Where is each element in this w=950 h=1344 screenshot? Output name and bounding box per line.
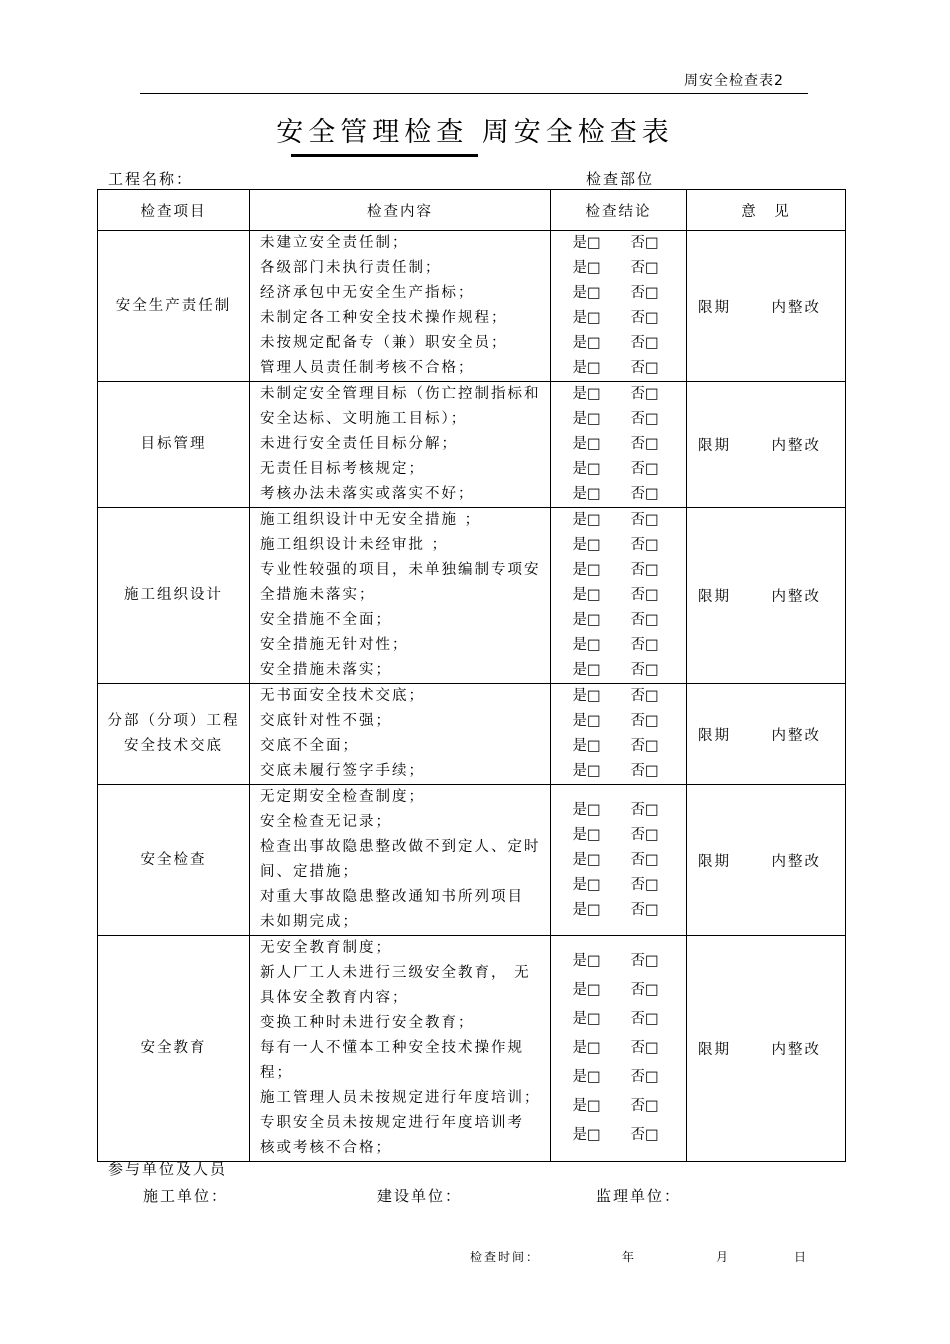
date-day: 日 (794, 1250, 809, 1264)
check-item-text: 安全检查 (140, 851, 207, 868)
check-content (250, 382, 551, 508)
check-result (551, 508, 687, 684)
check-content-line: 安全达标、文明施工目标）； (260, 411, 468, 427)
yes-checkbox[interactable]: 是□ (572, 285, 601, 301)
no-checkbox[interactable]: 否□ (630, 360, 659, 376)
check-content-line: 每有一人不懂本工种安全技术操作规 (260, 1040, 524, 1056)
no-checkbox[interactable]: 否□ (630, 512, 659, 528)
yes-checkbox[interactable]: 是□ (572, 1098, 601, 1114)
check-content-line: 无书面安全技术交底； (260, 688, 425, 704)
check-item-text: 目标管理 (140, 436, 207, 452)
no-checkbox[interactable]: 否□ (630, 637, 659, 653)
check-content (250, 785, 551, 936)
inspection-table (97, 189, 846, 1162)
no-checkbox[interactable]: 否□ (630, 851, 659, 868)
check-content-line: 无责任目标考核规定； (260, 461, 425, 477)
yes-checkbox[interactable]: 是□ (572, 411, 601, 427)
yes-checkbox[interactable]: 是□ (572, 486, 601, 502)
no-checkbox[interactable]: 否□ (630, 801, 659, 818)
check-item-text: 安全教育 (140, 1040, 207, 1056)
table-row (98, 508, 846, 684)
yes-checkbox[interactable]: 是□ (572, 876, 601, 893)
yes-no-line (551, 281, 686, 306)
check-content-line: 各级部门未执行责任制； (260, 260, 442, 276)
yes-no-line (551, 976, 686, 1005)
no-checkbox[interactable]: 否□ (630, 1127, 659, 1143)
no-checkbox[interactable]: 否□ (630, 436, 659, 452)
check-content-line: 未制定安全管理目标（伤亡控制指标和 (260, 386, 541, 402)
inspection-date-label: 检查时间： (470, 1250, 541, 1264)
yes-checkbox[interactable]: 是□ (572, 637, 601, 653)
yes-no-line (551, 873, 686, 898)
no-checkbox[interactable]: 否□ (630, 713, 659, 729)
yes-no-line (551, 658, 686, 683)
check-content-line: 核或考核不合格； (260, 1140, 392, 1156)
rectify-label: 内整改 (771, 299, 821, 316)
no-checkbox[interactable]: 否□ (630, 562, 659, 578)
yes-checkbox[interactable]: 是□ (572, 512, 601, 528)
check-content-line: 未如期完成； (260, 914, 359, 930)
yes-checkbox[interactable]: 是□ (572, 713, 601, 729)
yes-no-line (551, 734, 686, 759)
no-checkbox[interactable]: 否□ (630, 901, 659, 918)
deadline-label: 限期 (698, 727, 731, 744)
check-item (98, 382, 250, 508)
rectify-label: 内整改 (771, 853, 821, 870)
rectify-label: 内整改 (771, 438, 821, 454)
check-content-line: 变换工种时未进行安全教育； (260, 1015, 475, 1031)
table-row (98, 684, 846, 785)
yes-checkbox[interactable]: 是□ (572, 436, 601, 452)
check-item (98, 231, 250, 382)
check-content-line: 新人厂工人未进行三级安全教育， 无 (260, 965, 531, 981)
deadline-label: 限期 (698, 853, 731, 870)
header-rule (140, 93, 808, 94)
yes-no-line (551, 608, 686, 633)
yes-checkbox[interactable]: 是□ (572, 335, 601, 351)
check-content-line: 无定期安全检查制度； (260, 789, 425, 805)
check-content-line: 管理人员责任制考核不合格； (260, 360, 475, 376)
no-checkbox[interactable]: 否□ (630, 688, 659, 704)
no-checkbox[interactable]: 否□ (630, 260, 659, 276)
check-item-text: 分部（分项）工程 (107, 713, 240, 729)
no-checkbox[interactable]: 否□ (630, 982, 659, 998)
no-checkbox[interactable]: 否□ (630, 1011, 659, 1027)
no-checkbox[interactable]: 否□ (630, 486, 659, 502)
no-checkbox[interactable]: 否□ (630, 826, 659, 843)
opinion (687, 785, 846, 936)
no-checkbox[interactable]: 否□ (630, 335, 659, 351)
yes-no-line (551, 331, 686, 356)
yes-checkbox[interactable]: 是□ (572, 826, 601, 843)
no-checkbox[interactable]: 否□ (630, 285, 659, 301)
no-checkbox[interactable]: 否□ (630, 235, 659, 251)
yes-no-line (551, 231, 686, 256)
check-content-line: 交底不全面； (260, 738, 359, 754)
header-content: 检查内容 (250, 190, 551, 231)
date-year: 年 (622, 1250, 637, 1264)
check-content-line: 检查出事故隐患整改做不到定人、定时 (260, 839, 541, 855)
table-row (98, 382, 846, 508)
table-row (98, 231, 846, 382)
participants-label: 参与单位及人员 (108, 1160, 228, 1178)
no-checkbox[interactable]: 否□ (630, 876, 659, 893)
supervisor-unit-label: 监理单位： (596, 1187, 682, 1205)
opinion (687, 936, 846, 1162)
date-month: 月 (716, 1250, 731, 1264)
yes-no-line (551, 1063, 686, 1092)
check-item (98, 936, 250, 1162)
check-content-line: 安全措施无针对性； (260, 637, 409, 653)
yes-checkbox[interactable]: 是□ (572, 801, 601, 818)
rectify-label: 内整改 (771, 727, 821, 744)
yes-checkbox[interactable]: 是□ (572, 1040, 601, 1056)
check-content (250, 231, 551, 382)
deadline-label: 限期 (698, 589, 731, 605)
table-body (98, 231, 846, 1162)
deadline-label: 限期 (698, 1042, 731, 1058)
check-content-line: 安全措施不全面； (260, 612, 392, 628)
check-content-line: 未制定各工种安全技术操作规程； (260, 310, 508, 326)
no-checkbox[interactable]: 否□ (630, 953, 659, 969)
no-checkbox[interactable]: 否□ (630, 461, 659, 477)
inspection-location-label: 检查部位 (586, 170, 655, 188)
opinion-text (687, 585, 845, 606)
yes-no-line (551, 633, 686, 658)
header-opinion: 意 见 (687, 190, 846, 231)
yes-no-line (551, 583, 686, 608)
yes-no-line (551, 684, 686, 709)
no-checkbox[interactable]: 否□ (630, 537, 659, 553)
no-checkbox[interactable]: 否□ (630, 411, 659, 427)
no-checkbox[interactable]: 否□ (630, 386, 659, 402)
yes-checkbox[interactable]: 是□ (572, 260, 601, 276)
no-checkbox[interactable]: 否□ (630, 763, 659, 779)
check-content-line: 程； (260, 1065, 293, 1081)
construction-unit-label: 施工单位： (143, 1187, 229, 1205)
check-content-line: 安全措施未落实； (260, 662, 392, 678)
yes-checkbox[interactable]: 是□ (572, 461, 601, 477)
opinion-text (687, 724, 845, 745)
opinion (687, 382, 846, 508)
yes-checkbox[interactable]: 是□ (572, 982, 601, 998)
check-content-line: 具体安全教育内容； (260, 990, 409, 1006)
yes-checkbox[interactable]: 是□ (572, 562, 601, 578)
yes-no-line (551, 457, 686, 482)
table-row (98, 785, 846, 936)
yes-no-line (551, 1121, 686, 1150)
check-result (551, 936, 687, 1162)
yes-checkbox[interactable]: 是□ (572, 386, 601, 402)
yes-no-line (551, 306, 686, 331)
check-content-line: 间、定措施； (260, 864, 359, 880)
yes-checkbox[interactable]: 是□ (572, 662, 601, 678)
no-checkbox[interactable]: 否□ (630, 587, 659, 603)
yes-checkbox[interactable]: 是□ (572, 901, 601, 918)
yes-no-line (551, 709, 686, 734)
check-content-line: 施工管理人员未按规定进行年度培训； (260, 1090, 541, 1106)
yes-checkbox[interactable]: 是□ (572, 1011, 601, 1027)
no-checkbox[interactable]: 否□ (630, 310, 659, 326)
yes-no-line (551, 407, 686, 432)
yes-no-line (551, 1005, 686, 1034)
form-code: 周安全检查表2 (684, 73, 784, 89)
check-item-text: 安全生产责任制 (115, 297, 232, 314)
check-content-line: 对重大事故隐患整改通知书所列项目 (260, 889, 524, 905)
yes-checkbox[interactable]: 是□ (572, 360, 601, 376)
opinion (687, 684, 846, 785)
check-result (551, 231, 687, 382)
check-content-line: 考核办法未落实或落实不好； (260, 486, 475, 502)
yes-no-line (551, 356, 686, 381)
rectify-label: 内整改 (771, 1042, 821, 1058)
check-content (250, 936, 551, 1162)
check-content (250, 684, 551, 785)
check-content-line: 未建立安全责任制； (260, 235, 409, 251)
opinion-text (687, 434, 845, 455)
yes-no-line (551, 508, 686, 533)
opinion-text (687, 850, 845, 871)
yes-no-line (551, 533, 686, 558)
yes-checkbox[interactable]: 是□ (572, 537, 601, 553)
yes-checkbox[interactable]: 是□ (572, 587, 601, 603)
yes-checkbox[interactable]: 是□ (572, 235, 601, 251)
opinion-text (687, 1038, 845, 1059)
check-content-line: 未进行安全责任目标分解； (260, 436, 458, 452)
opinion (687, 231, 846, 382)
owner-unit-label: 建设单位： (377, 1187, 463, 1205)
yes-no-line (551, 256, 686, 281)
check-content-line: 交底针对性不强； (260, 713, 392, 729)
check-content-line: 全措施未落实； (260, 587, 376, 603)
check-content-line: 安全检查无记录； (260, 814, 392, 830)
check-content-line: 无安全教育制度； (260, 940, 392, 956)
yes-no-line (551, 558, 686, 583)
yes-checkbox[interactable]: 是□ (572, 612, 601, 628)
no-checkbox[interactable]: 否□ (630, 1098, 659, 1114)
yes-checkbox[interactable]: 是□ (572, 953, 601, 969)
yes-no-line (551, 947, 686, 976)
yes-no-line (551, 848, 686, 873)
check-content-line: 专业性较强的项目，未单独编制专项安 (260, 562, 541, 578)
check-result (551, 684, 687, 785)
yes-no-line (551, 482, 686, 507)
check-item (98, 785, 250, 936)
check-content-line: 未按规定配备专（兼）职安全员； (260, 335, 508, 351)
project-name-label: 工程名称： (108, 170, 194, 188)
check-result (551, 785, 687, 936)
no-checkbox[interactable]: 否□ (630, 738, 659, 754)
check-item-text: 安全技术交底 (124, 738, 223, 754)
check-content-line: 经济承包中无安全生产指标； (260, 285, 475, 301)
yes-no-line (551, 823, 686, 848)
yes-checkbox[interactable]: 是□ (572, 851, 601, 868)
no-checkbox[interactable]: 否□ (630, 1069, 659, 1085)
yes-no-line (551, 898, 686, 923)
page-title: 安全管理检查 周安全检查表 (276, 117, 674, 148)
header-item: 检查项目 (98, 190, 250, 231)
rectify-label: 内整改 (771, 589, 821, 605)
check-content (250, 508, 551, 684)
yes-no-line (551, 798, 686, 823)
table-row (98, 936, 846, 1162)
table-header-row (98, 190, 846, 231)
opinion-text (687, 296, 845, 317)
yes-no-line (551, 1034, 686, 1063)
yes-checkbox[interactable]: 是□ (572, 1127, 601, 1143)
no-checkbox[interactable]: 否□ (630, 1040, 659, 1056)
title-underline (291, 154, 478, 157)
check-content-line: 交底未履行签字手续； (260, 763, 425, 779)
opinion (687, 508, 846, 684)
yes-checkbox[interactable]: 是□ (572, 738, 601, 754)
check-item (98, 508, 250, 684)
no-checkbox[interactable]: 否□ (630, 612, 659, 628)
no-checkbox[interactable]: 否□ (630, 662, 659, 678)
check-result (551, 382, 687, 508)
yes-no-line (551, 382, 686, 407)
check-content-line: 施工组织设计中无安全措施 ； (260, 512, 482, 528)
check-item (98, 684, 250, 785)
yes-no-line (551, 759, 686, 784)
check-item-text: 施工组织设计 (124, 587, 223, 603)
check-content-line: 施工组织设计未经审批 ； (260, 537, 449, 553)
yes-checkbox[interactable]: 是□ (572, 310, 601, 326)
yes-no-line (551, 432, 686, 457)
yes-no-line (551, 1092, 686, 1121)
check-content-line: 专职安全员未按规定进行年度培训考 (260, 1115, 524, 1131)
yes-checkbox[interactable]: 是□ (572, 688, 601, 704)
yes-checkbox[interactable]: 是□ (572, 763, 601, 779)
deadline-label: 限期 (698, 438, 731, 454)
header-result: 检查结论 (551, 190, 687, 231)
deadline-label: 限期 (698, 299, 731, 316)
yes-checkbox[interactable]: 是□ (572, 1069, 601, 1085)
